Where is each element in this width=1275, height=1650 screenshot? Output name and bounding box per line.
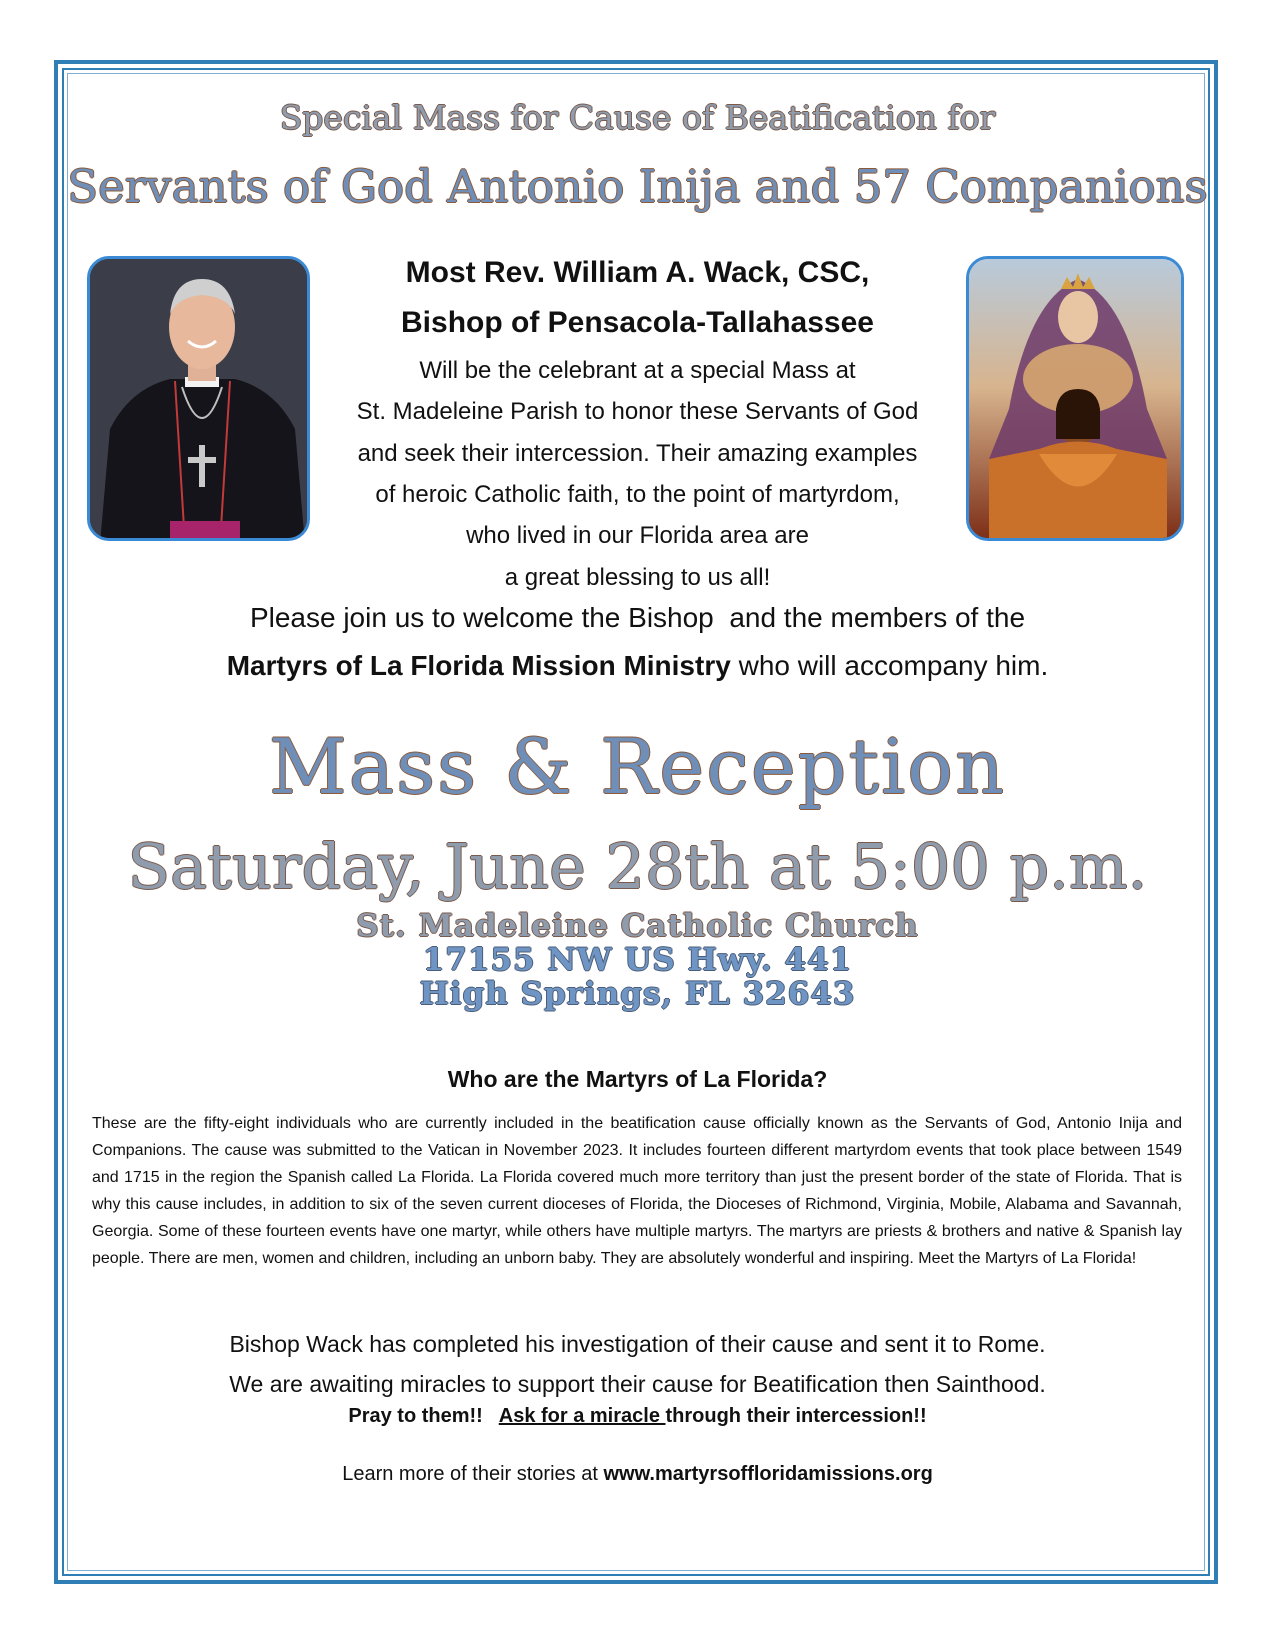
description-line: who lived in our Florida area are (466, 522, 809, 549)
celebrant-name: Most Rev. William A. Wack, CSC, (405, 256, 870, 289)
description-line: of heroic Catholic faith, to the point of martyrdom, (375, 481, 900, 508)
ministry-name: Martyrs of La Florida Mission Ministry (226, 650, 731, 681)
ask-miracle-link[interactable]: Ask for a miracle (498, 1405, 666, 1427)
event-title: Mass & Reception (268, 722, 1007, 811)
pray-suffix: through their intercession!! (665, 1405, 927, 1427)
pray-line (0, 1405, 1275, 1428)
celebrant-role: Bishop of Pensacola-Tallahassee (401, 306, 874, 339)
closing-line: We are awaiting miracles to support their cause for Beatification then Sainthood. (229, 1371, 1046, 1397)
learn-prefix: Learn more of their stories at (342, 1463, 604, 1485)
invitation-line: Please join us to welcome the Bishop and the members of the (249, 602, 1026, 633)
invitation-suffix: who will accompany him. (730, 650, 1049, 681)
pray-prefix: Pray to them!! (348, 1405, 499, 1427)
description-line: St. Madeleine Parish to honor these Servants of God (356, 398, 919, 425)
flyer-title: Servants of God Antonio Inija and 57 Companions (67, 160, 1208, 213)
learn-more-line (0, 1463, 1275, 1486)
website-link[interactable]: www.martyrsoffloridamissions.org (603, 1463, 933, 1485)
closing-line: Bishop Wack has completed his investigation of their cause and sent it to Rome. (229, 1331, 1046, 1357)
event-city: High Springs, FL 32643 (419, 976, 856, 1012)
event-church: St. Madeleine Catholic Church (356, 908, 919, 944)
event-datetime: Saturday, June 28th at 5:00 p.m. (127, 830, 1148, 903)
description-line: Will be the celebrant at a special Mass at (419, 357, 856, 384)
faq-answer: These are the fifty-eight individuals who are currently included in the beatification cause officially known as the Servants of God, Antonio Inija and Companions. The cause was submitted to the Vatican in November 2023. It includes fourteen different martyrdom events that took place between 1549 and 1715 in the region the Spanish called La Florida. La Florida covered much more territory than just the present border of the state of Florida. That is why this cause includes, in addition to six of the seven current dioceses of Florida, the Dioceses of Richmond, Virginia, Mobile, Alabama and Savannah, Georgia. Some of these fourteen events have one martyr, while others have multiple martyrs. The martyrs are priests & brothers and native & Spanish lay people. There are men, women and children, including an unborn baby. They are absolutely wonderful and inspiring. Meet the Martyrs of La Florida! (92, 1115, 1182, 1267)
description-line: a great blessing to us all! (504, 564, 771, 591)
flyer-subtitle: Special Mass for Cause of Beatification for (279, 98, 996, 137)
faq-question: Who are the Martyrs of La Florida? (447, 1066, 828, 1092)
description-line: and seek their intercession. Their amazing examples (357, 440, 918, 467)
invitation-line-ministry (0, 650, 1275, 682)
event-street: 17155 NW US Hwy. 441 (422, 942, 853, 978)
